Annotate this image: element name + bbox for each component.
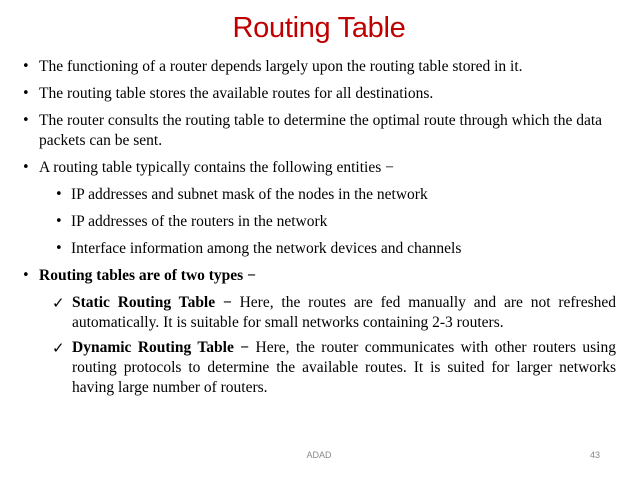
slide-title: Routing Table bbox=[232, 12, 406, 44]
bullet-item bbox=[0, 111, 638, 151]
bullet-icon: • bbox=[55, 187, 63, 202]
bullet-icon: • bbox=[22, 113, 30, 128]
sub-bullet-text: Interface information among the network devices and channels bbox=[71, 240, 462, 257]
sub-bullet-text: IP addresses of the routers in the network bbox=[71, 213, 328, 230]
check-item-dynamic bbox=[0, 338, 638, 398]
types-heading: Routing tables are of two types − bbox=[39, 267, 256, 284]
bullet-icon: • bbox=[55, 214, 63, 229]
bullet-icon: • bbox=[22, 86, 30, 101]
check-item-static bbox=[0, 293, 638, 333]
footer-label: ADAD bbox=[306, 450, 332, 460]
check-item-title: Dynamic Routing Table − bbox=[72, 339, 250, 356]
sub-bullet-item bbox=[0, 239, 638, 259]
sub-bullet-item bbox=[0, 185, 638, 205]
bullet-icon: • bbox=[22, 268, 30, 283]
bullet-text: The router consults the routing table to determine the optimal route through which the data packets can be sent. bbox=[39, 112, 603, 149]
bullet-icon: • bbox=[22, 59, 30, 74]
bullet-item bbox=[0, 84, 638, 104]
bullet-text: The functioning of a router depends largely upon the routing table stored in it. bbox=[39, 58, 523, 75]
sub-bullet-item bbox=[0, 212, 638, 232]
checkmark-icon: ✓ bbox=[52, 294, 65, 312]
bullet-item bbox=[0, 266, 638, 286]
page-number: 43 bbox=[589, 450, 600, 460]
check-item-text: Here, the routes are fed manually and are not refreshed automatically. It is suitable for small networks containing 2-3 routers. bbox=[72, 294, 616, 331]
bullet-icon: • bbox=[22, 160, 30, 175]
checkmark-icon: ✓ bbox=[52, 339, 65, 357]
check-item-text: Here, the router communicates with other routers using routing protocols to determine the available routes. It is suited for larger networks having large number of routers. bbox=[72, 339, 616, 396]
check-item-title: Static Routing Table − bbox=[72, 294, 232, 311]
bullet-icon: • bbox=[55, 241, 63, 256]
bullet-item bbox=[0, 158, 638, 178]
bullet-list bbox=[0, 57, 638, 403]
bullet-item bbox=[0, 57, 638, 77]
bullet-text: The routing table stores the available routes for all destinations. bbox=[39, 85, 434, 102]
sub-bullet-text: IP addresses and subnet mask of the nodes in the network bbox=[71, 186, 428, 203]
bullet-text: A routing table typically contains the following entities − bbox=[39, 159, 394, 176]
